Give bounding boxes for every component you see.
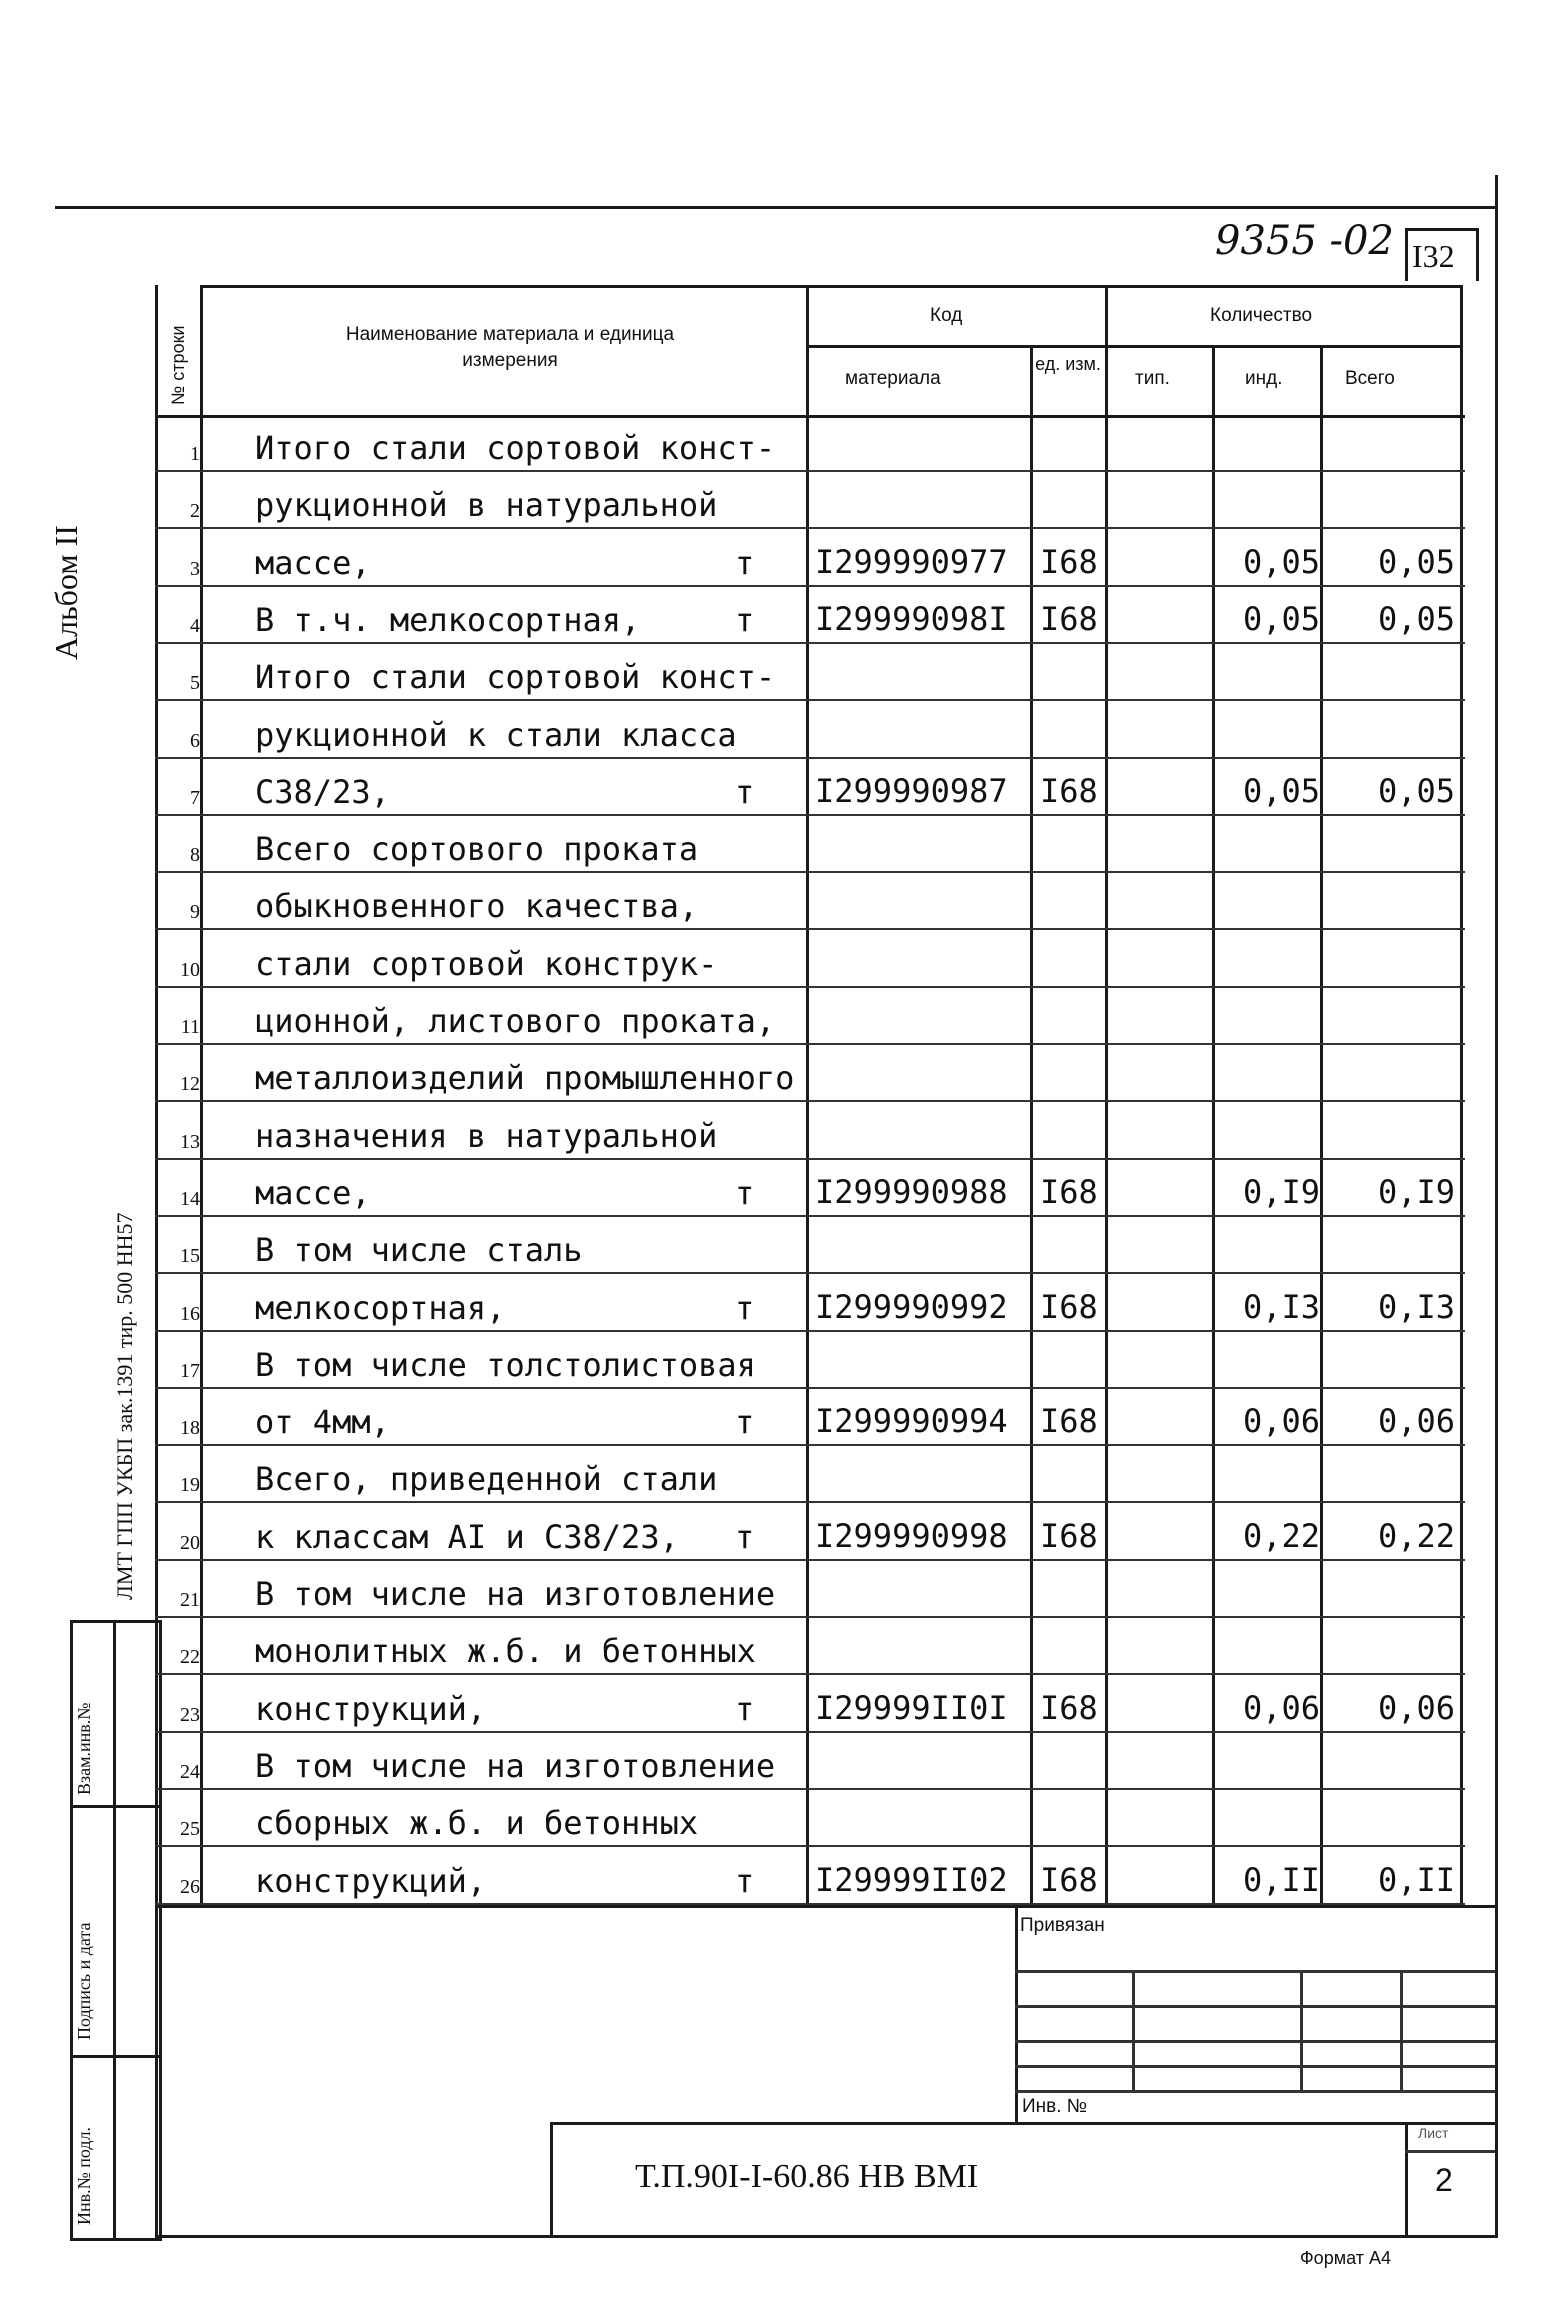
album-label: Альбом II xyxy=(48,525,84,660)
table-row xyxy=(155,1217,1465,1274)
header-code-material: материала xyxy=(845,368,941,389)
table-row xyxy=(155,1561,1465,1618)
row-number: 4 xyxy=(190,615,200,637)
unit-label: т xyxy=(735,1403,755,1441)
material-name: стали сортовой конструк- xyxy=(255,945,718,983)
unit-code: I68 xyxy=(1040,543,1098,581)
material-code: I299990992 xyxy=(815,1288,1008,1326)
material-name: ционной, листового проката, xyxy=(255,1002,776,1040)
qty-ind: 0,22 xyxy=(1242,1517,1320,1555)
material-name: назначения в натуральной xyxy=(255,1117,718,1155)
qty-total: 0,II xyxy=(1377,1861,1455,1899)
qty-total: 0,05 xyxy=(1377,543,1455,581)
material-name: Всего сортового проката xyxy=(255,830,699,868)
table-row xyxy=(155,1676,1465,1733)
row-number: 12 xyxy=(180,1073,200,1095)
qty-total: 0,05 xyxy=(1377,600,1455,638)
unit-code: I68 xyxy=(1040,1861,1098,1899)
table-row xyxy=(155,415,1465,472)
header-qty-type: тип. xyxy=(1135,368,1170,389)
table-row xyxy=(155,988,1465,1045)
qty-ind: 0,06 xyxy=(1242,1689,1320,1727)
header-qty-ind: инд. xyxy=(1245,368,1283,389)
table-row xyxy=(155,1618,1465,1675)
table-row xyxy=(155,873,1465,930)
material-name: рукционной к стали класса xyxy=(255,716,737,754)
material-name: В т.ч. мелкосортная, xyxy=(255,601,641,639)
table-row xyxy=(155,1160,1465,1217)
row-number: 3 xyxy=(190,558,200,580)
table-row xyxy=(155,702,1465,759)
unit-label: т xyxy=(735,773,755,811)
table-row xyxy=(155,1790,1465,1847)
stamp-list-label: Лист xyxy=(1418,2125,1449,2141)
row-number: 24 xyxy=(180,1761,200,1783)
row-number: 5 xyxy=(190,672,200,694)
side-col-3: Взам.инв.№ xyxy=(74,1702,94,1795)
row-number: 21 xyxy=(180,1589,200,1611)
material-code: I29999II0I xyxy=(815,1689,1008,1727)
material-name: конструкций, xyxy=(255,1862,487,1900)
material-name: В том числе сталь xyxy=(255,1231,583,1269)
table-row xyxy=(155,816,1465,873)
row-number: 16 xyxy=(180,1303,200,1325)
material-code: I299990987 xyxy=(815,772,1008,810)
table-row xyxy=(155,644,1465,701)
material-code: I29999098I xyxy=(815,600,1008,638)
table-row xyxy=(155,1103,1465,1160)
row-number: 23 xyxy=(180,1704,200,1726)
row-number: 19 xyxy=(180,1474,200,1496)
frame-top xyxy=(55,206,1495,209)
material-name: В том числе на изготовление xyxy=(255,1747,776,1785)
table-row xyxy=(155,1733,1465,1790)
unit-label: т xyxy=(735,544,755,582)
header-quantity: Количество xyxy=(1210,305,1313,326)
unit-code: I68 xyxy=(1040,1689,1098,1727)
material-name: рукционной в натуральной xyxy=(255,486,718,524)
table-row xyxy=(155,530,1465,587)
material-code: I299990994 xyxy=(815,1402,1008,1440)
row-number: 8 xyxy=(190,844,200,866)
qty-ind: 0,05 xyxy=(1242,772,1320,810)
side-col-1: Инв.№ подл. xyxy=(74,2126,94,2225)
material-name: Всего, приведенной стали xyxy=(255,1460,718,1498)
table-row xyxy=(155,1848,1465,1905)
row-number: 10 xyxy=(180,959,200,981)
frame-right xyxy=(1495,175,1498,2235)
material-name: мелкосортная, xyxy=(255,1289,506,1327)
row-number: 13 xyxy=(180,1131,200,1153)
unit-code: I68 xyxy=(1040,600,1098,638)
material-code: I299990988 xyxy=(815,1173,1008,1211)
header-code: Код xyxy=(930,305,963,326)
unit-label: т xyxy=(735,1518,755,1556)
header-name: Наименование материала и единица измерения xyxy=(345,324,675,371)
side-stamp: ЛМТ ГПП УКБП зак.1391 тир. 500 НН57 xyxy=(112,1212,137,1600)
row-number: 14 xyxy=(180,1188,200,1210)
format-label: Формат А4 xyxy=(1300,2248,1391,2268)
frame-bottom xyxy=(155,2235,1498,2238)
material-name: металлоизделий промышленного xyxy=(255,1059,795,1097)
material-name: массе, xyxy=(255,1174,371,1212)
header-code-unit: ед. изм. xyxy=(1035,354,1101,374)
table-row xyxy=(155,1332,1465,1389)
stamp-designation: Т.П.90I-I-60.86 НВ ВМI xyxy=(635,2158,979,2195)
row-number: 7 xyxy=(190,787,200,809)
material-name: В том числе толстолистовая xyxy=(255,1346,756,1384)
row-number: 20 xyxy=(180,1532,200,1554)
unit-label: т xyxy=(735,1690,755,1728)
unit-code: I68 xyxy=(1040,1402,1098,1440)
row-number: 9 xyxy=(190,901,200,923)
stamp-inv-no: Инв. № xyxy=(1022,2096,1088,2117)
table-row xyxy=(155,931,1465,988)
table-row xyxy=(155,1389,1465,1446)
table-row xyxy=(155,1504,1465,1561)
material-name: от 4мм, xyxy=(255,1403,390,1441)
row-number: 22 xyxy=(180,1646,200,1668)
qty-total: 0,I9 xyxy=(1377,1173,1455,1211)
qty-total: 0,22 xyxy=(1377,1517,1455,1555)
qty-ind: 0,I9 xyxy=(1242,1173,1320,1211)
header-row-no: № строки xyxy=(168,325,188,405)
header-qty-total: Всего xyxy=(1345,368,1395,389)
sheet-number: I32 xyxy=(1412,238,1455,274)
row-number: 26 xyxy=(180,1876,200,1898)
row-number: 6 xyxy=(190,730,200,752)
material-name: к классам АI и С38/23, xyxy=(255,1518,679,1556)
unit-label: т xyxy=(735,1289,755,1327)
table-row xyxy=(155,759,1465,816)
material-name: В том числе на изготовление xyxy=(255,1575,776,1613)
qty-total: 0,06 xyxy=(1377,1689,1455,1727)
material-code: I299990998 xyxy=(815,1517,1008,1555)
qty-total: 0,06 xyxy=(1377,1402,1455,1440)
row-number: 11 xyxy=(180,1016,200,1038)
top-code: 9355 -02 xyxy=(1215,218,1394,264)
table-row xyxy=(155,587,1465,644)
row-number: 25 xyxy=(180,1818,200,1840)
unit-label: т xyxy=(735,1174,755,1212)
material-name: сборных ж.б. и бетонных xyxy=(255,1804,699,1842)
unit-label: т xyxy=(735,1862,755,1900)
row-number: 17 xyxy=(180,1360,200,1382)
material-name: конструкций, xyxy=(255,1690,487,1728)
row-number: 18 xyxy=(180,1417,200,1439)
qty-ind: 0,I3 xyxy=(1242,1288,1320,1326)
stamp-page: 2 xyxy=(1435,2162,1453,2198)
row-number: 1 xyxy=(190,443,200,465)
qty-ind: 0,II xyxy=(1242,1861,1320,1899)
row-number: 15 xyxy=(180,1245,200,1267)
table-row xyxy=(155,1045,1465,1102)
unit-code: I68 xyxy=(1040,1173,1098,1211)
side-col-2: Подпись и дата xyxy=(74,1922,94,2040)
material-name: С38/23, xyxy=(255,773,390,811)
qty-ind: 0,06 xyxy=(1242,1402,1320,1440)
table-row xyxy=(155,1275,1465,1332)
qty-ind: 0,05 xyxy=(1242,543,1320,581)
material-name: монолитных ж.б. и бетонных xyxy=(255,1632,756,1670)
material-name: Итого стали сортовой конст- xyxy=(255,658,776,696)
unit-label: т xyxy=(735,601,755,639)
unit-code: I68 xyxy=(1040,1288,1098,1326)
table-row xyxy=(155,472,1465,529)
material-name: Итого стали сортовой конст- xyxy=(255,429,776,467)
table-row xyxy=(155,1446,1465,1503)
qty-total: 0,I3 xyxy=(1377,1288,1455,1326)
material-name: обыкновенного качества, xyxy=(255,887,699,925)
stamp-privyazan: Привязан xyxy=(1020,1915,1105,1936)
unit-code: I68 xyxy=(1040,772,1098,810)
qty-total: 0,05 xyxy=(1377,772,1455,810)
row-number: 2 xyxy=(190,500,200,522)
material-code: I299990977 xyxy=(815,543,1008,581)
qty-ind: 0,05 xyxy=(1242,600,1320,638)
unit-code: I68 xyxy=(1040,1517,1098,1555)
material-code: I29999II02 xyxy=(815,1861,1008,1899)
material-name: массе, xyxy=(255,544,371,582)
